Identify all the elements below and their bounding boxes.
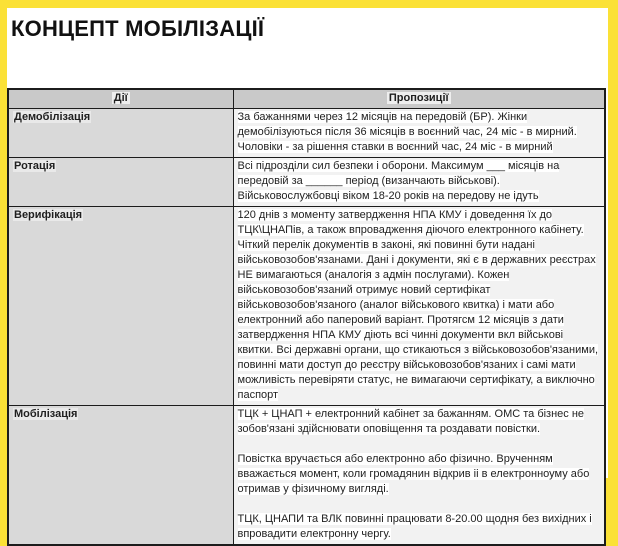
proposal-cell bbox=[233, 158, 605, 207]
action-cell bbox=[8, 158, 233, 207]
column-header-proposals: Пропозиції bbox=[233, 89, 605, 109]
proposal-paragraph: Повістка вручається або електронно або фізично. Врученням вважається момент, коли громадянин відкрив іі в електронноуму або отримав у фізичному вигляді. bbox=[237, 453, 590, 495]
table-row-demobilization bbox=[8, 109, 605, 158]
table-row-verification bbox=[8, 207, 605, 406]
proposal-paragraph: За бажаннями через 12 місяців на передовій (БР). Жінки демобілізуються після 36 місяців в воєнний час, 24 міс - в мирний. Чоловіки - за рішення ставки в воєнний час, 24 міс - в мирний bbox=[237, 111, 577, 153]
table-row-mobilization bbox=[8, 406, 605, 546]
page-title: КОНЦЕПТ МОБІЛІЗАЦІЇ bbox=[11, 16, 265, 41]
action-cell bbox=[8, 109, 233, 158]
proposal-paragraph: Всі підрозділи сил безпеки і оборони. Максимум ___ місяців на передовій за ______ період (визанчають військові). Військовослужбовці віком 18-20 років на передову не ідуть bbox=[237, 160, 560, 202]
proposal-paragraph: ТЦК + ЦНАП + електронний кабінет за бажанням. ОМС та бізнес не зобов'язані здійснювати оповіщення та роздавати повістки. bbox=[237, 408, 585, 435]
action-label: Верифікація bbox=[14, 209, 83, 221]
proposal-cell bbox=[233, 109, 605, 158]
proposal-cell bbox=[233, 207, 605, 406]
proposal-paragraph: ТЦК, ЦНАПИ та ВЛК повинні працювати 8-20.00 щодня без вихідних і впровадити електронну чергу. bbox=[237, 513, 592, 540]
column-header-actions: Дії bbox=[8, 89, 233, 109]
action-cell bbox=[8, 207, 233, 406]
table-header-row bbox=[8, 89, 605, 109]
table-row-rotation bbox=[8, 158, 605, 207]
action-label: Ротація bbox=[14, 160, 56, 172]
action-label: Мобілізація bbox=[14, 408, 78, 420]
proposal-paragraph: 120 днів з моменту затвердження НПА КМУ і доведення їх до ТЦК\ЦНАПів, а також впровадження діючого електронного кабінету. Чіткий перелік документів в законі, які повинні бути надані військовозобов'язанами. Дані і документи, які є в державних реєстрах НЕ вимагаються (аналогія з адмін послугами). Кожен військовозобов'язаний отримує новий сертифікат військовозобов'язаного (аналог військового квитка) і мати або електронний або паперовий варіант. Протягсм 12 місяців з дати затвердження НПА КМУ діють всі чинні документи вкл військові квитки. Всі державні органи, що стикаються з військовозобов'язаними, повинні мати доступ до реєстру військовозобов'язаних і самі мати можливість перевіряти статус, не вимагаючи сертифікату, а виключно паспорт bbox=[237, 209, 599, 401]
action-cell bbox=[8, 406, 233, 546]
mobilization-table bbox=[7, 88, 606, 546]
action-label: Демобілізація bbox=[14, 111, 91, 123]
proposal-cell bbox=[233, 406, 605, 546]
document-page bbox=[7, 8, 608, 540]
